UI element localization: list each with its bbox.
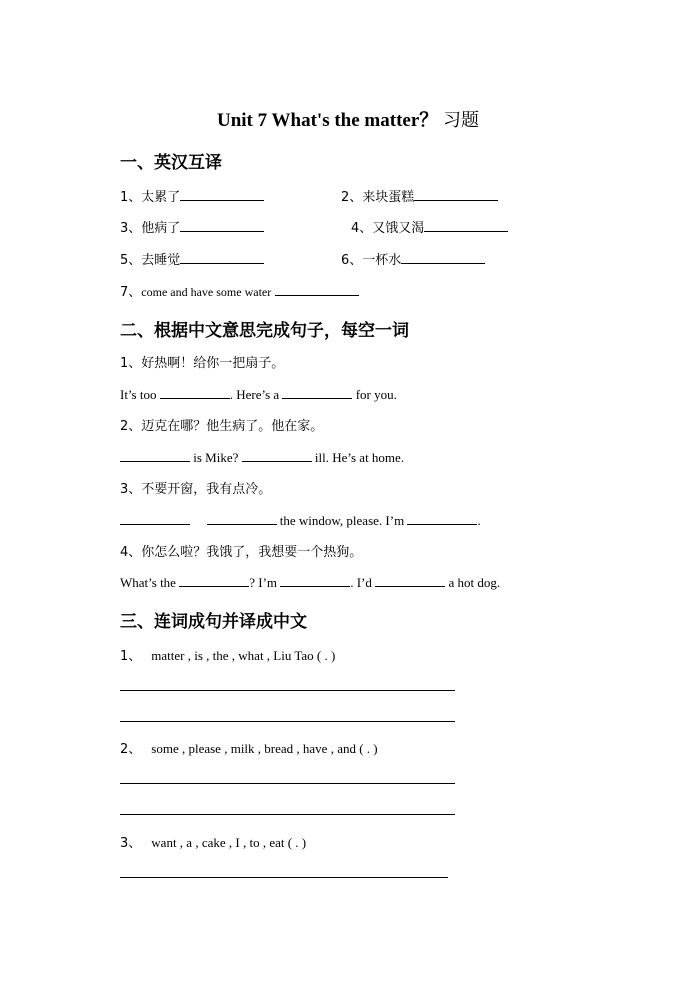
section2-q4-chinese: 4、你怎么啦？我饿了，我想要一个热狗。: [120, 545, 363, 560]
item-number: 7、: [120, 285, 142, 300]
answer-line[interactable]: [120, 877, 448, 878]
item-number: 2、: [120, 742, 142, 757]
answer-blank[interactable]: [401, 249, 485, 264]
sentence-part: ill. He’s at home.: [314, 450, 405, 465]
section1-item-6: [341, 249, 485, 268]
scrambled-words: matter , is , the , what , Liu Tao ( . ): [151, 648, 336, 663]
sentence-part: . I’d: [350, 575, 372, 590]
sentence-part: ? I’m: [249, 575, 278, 590]
item-prompt: 1、太累了: [120, 190, 181, 205]
title-chinese: 习题: [443, 110, 480, 131]
page-title: [0, 105, 696, 132]
section2-q1-chinese: 1、好热啊！给你一把扇子。: [120, 356, 285, 371]
section3-q1: [120, 645, 335, 665]
answer-blank[interactable]: [414, 186, 498, 201]
answer-blank[interactable]: [375, 572, 445, 587]
sentence-part: . Here’s a: [229, 387, 280, 402]
answer-blank[interactable]: [180, 249, 264, 264]
section1-item-3: [120, 217, 264, 236]
answer-blank[interactable]: [180, 217, 264, 232]
answer-blank[interactable]: [120, 447, 190, 462]
section3-heading: 三、连词成句并译成中文: [120, 612, 307, 632]
sentence-part: a hot dog.: [448, 575, 501, 590]
answer-line[interactable]: [120, 814, 455, 815]
answer-blank[interactable]: [160, 384, 230, 399]
item-prompt: come and have some water: [141, 285, 272, 299]
item-number: 1、: [120, 649, 142, 664]
answer-blank[interactable]: [120, 510, 190, 525]
section3-q3: [120, 832, 306, 852]
section1-item-2: [341, 186, 498, 205]
section1-item-5: [120, 249, 264, 268]
section1-heading: 一、英汉互译: [120, 153, 222, 173]
sentence-part: the window, please. I’m: [279, 513, 405, 528]
scrambled-words: want , a , cake , I , to , eat ( . ): [151, 835, 307, 850]
item-number: 3、: [120, 836, 142, 851]
answer-blank[interactable]: [282, 384, 352, 399]
section2-heading: 二、根据中文意思完成句子，每空一词: [120, 321, 409, 341]
answer-blank[interactable]: [207, 510, 277, 525]
item-prompt: 6、一杯水: [341, 253, 402, 268]
sentence-part: is Mike?: [193, 450, 239, 465]
answer-blank[interactable]: [242, 447, 312, 462]
answer-line[interactable]: [120, 690, 455, 691]
answer-line[interactable]: [120, 783, 455, 784]
section2-q3-chinese: 3、不要开窗，我有点冷。: [120, 482, 272, 497]
sentence-part: It’s too: [120, 387, 157, 402]
item-prompt: 4、又饿又渴: [351, 221, 425, 236]
item-prompt: 2、来块蛋糕: [341, 190, 415, 205]
section2-q1-english: [120, 384, 397, 403]
section3-q2: [120, 738, 378, 758]
item-prompt: 3、他病了: [120, 221, 181, 236]
answer-line[interactable]: [120, 721, 455, 722]
section1-item-7: [120, 281, 359, 301]
answer-blank[interactable]: [280, 572, 350, 587]
sentence-part: What’s the: [120, 575, 176, 590]
item-prompt: 5、去睡觉: [120, 253, 181, 268]
answer-blank[interactable]: [424, 217, 508, 232]
section2-q2-chinese: 2、迈克在哪？他生病了。他在家。: [120, 419, 324, 434]
sentence-part: .: [477, 513, 481, 528]
section1-item-1: [120, 186, 264, 205]
sentence-part: for you.: [355, 387, 397, 402]
section1-item-4: [351, 217, 508, 236]
title-english: Unit 7 What's the matter？: [216, 110, 439, 131]
scrambled-words: some , please , milk , bread , have , and ( . ): [151, 741, 378, 756]
section2-q2-english: [120, 447, 404, 466]
answer-blank[interactable]: [275, 281, 359, 296]
answer-blank[interactable]: [180, 186, 264, 201]
answer-blank[interactable]: [179, 572, 249, 587]
section2-q3-english: [120, 510, 481, 529]
answer-blank[interactable]: [407, 510, 477, 525]
section2-q4-english: [120, 572, 500, 591]
